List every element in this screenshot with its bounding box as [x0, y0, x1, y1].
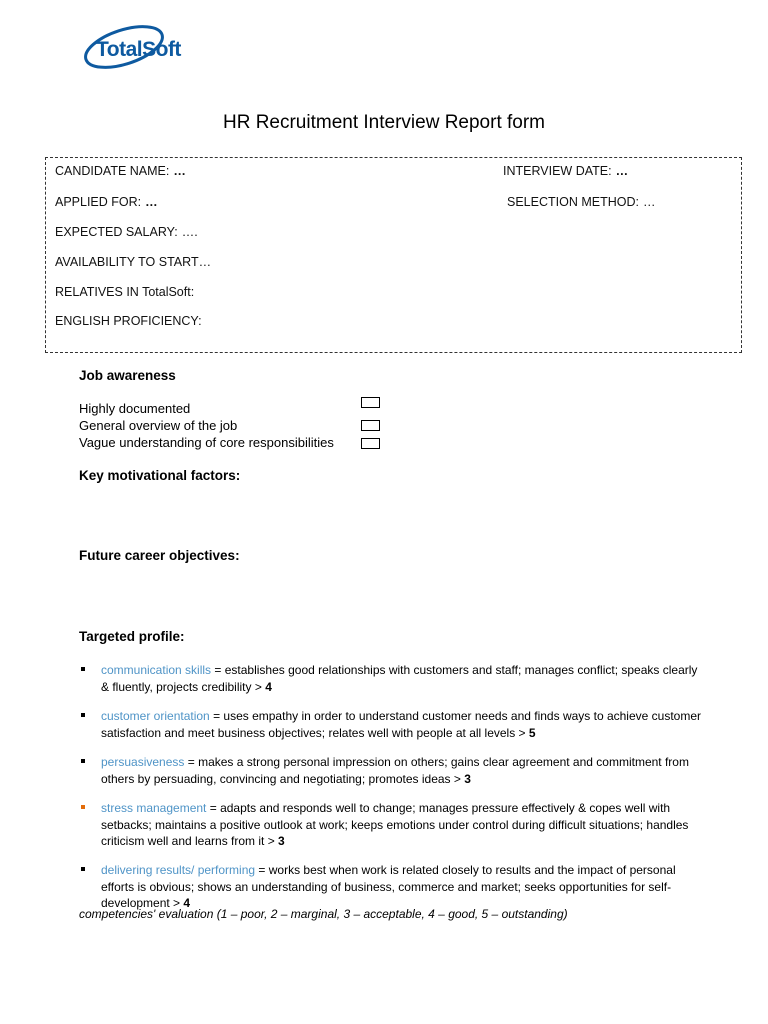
competency-name: communication skills: [101, 663, 212, 677]
career-objectives-heading: Future career objectives:: [79, 548, 240, 563]
competency-score: 4: [183, 896, 191, 910]
competency-name: customer orientation: [101, 709, 210, 723]
relatives-label: RELATIVES IN TotalSoft:: [55, 285, 195, 299]
interview-date-value: …: [615, 164, 629, 178]
bullet-icon: [81, 867, 85, 871]
competency-communication-skills: [101, 662, 701, 695]
bullet-icon: [81, 667, 85, 671]
competency-name: persuasiveness: [101, 755, 185, 769]
competency-description: = makes a strong personal impression on others; gains clear agreement and commitment from others by persuading, convincing and negotiating; promotes ideas >: [101, 755, 689, 786]
relatives-field: [55, 285, 194, 299]
competency-name: stress management: [101, 801, 207, 815]
competency-persuasiveness: [101, 754, 701, 787]
evaluation-scale-note: competencies' evaluation (1 – poor, 2 – marginal, 3 – acceptable, 4 – good, 5 – outstanding): [79, 907, 568, 921]
checkbox-general-overview[interactable]: [361, 420, 380, 431]
selection-method-value: …: [642, 195, 656, 209]
competency-description: = works best when work is related closely to results and the impact of personal efforts is obvious; shows an understanding of business, commerce and market; seeks opportunities for self-development >: [101, 863, 676, 910]
competency-name: delivering results/ performing: [101, 863, 256, 877]
competency-description: = establishes good relationships with customers and staff; manages conflict; speaks clearly & fluently, projects credibility >: [101, 663, 698, 694]
option-highly-documented: Highly documented: [79, 401, 191, 416]
competency-score: 4: [265, 679, 272, 694]
totalsoft-logo: [80, 20, 220, 72]
checkbox-highly-documented[interactable]: [361, 397, 380, 408]
bullet-icon: [81, 759, 85, 763]
selection-method-label: SELECTION METHOD:: [507, 195, 639, 209]
competency-description: = adapts and responds well to change; manages pressure effectively & copes well with setbacks; maintains a positive outlook at work; keeps emotions under control during difficult situations; handles criticism well and learns from it >: [101, 801, 689, 848]
competency-description: = uses empathy in order to understand customer needs and finds ways to achieve customer satisfaction and meet business objectives; relates well with people at all levels >: [101, 709, 702, 740]
candidate-name-label: CANDIDATE NAME:: [55, 164, 170, 178]
interview-date-field: [503, 164, 628, 178]
logo-text: TotalSoft: [96, 38, 181, 61]
selection-method-field: [507, 195, 655, 209]
candidate-name-value: …: [173, 164, 186, 178]
applied-for-field: [55, 195, 158, 209]
competency-stress-management: [101, 800, 701, 850]
english-proficiency-label: ENGLISH PROFICIENCY:: [55, 314, 202, 328]
candidate-name-field: [55, 164, 186, 178]
motivational-factors-heading: Key motivational factors:: [79, 468, 241, 483]
competency-score: 3: [464, 771, 471, 786]
expected-salary-label: EXPECTED SALARY:: [55, 225, 178, 239]
expected-salary-value: ….: [181, 225, 198, 239]
applied-for-label: APPLIED FOR:: [55, 195, 142, 209]
competency-delivering-results: [101, 862, 701, 912]
option-vague-understanding: Vague understanding of core responsibilities: [79, 435, 334, 450]
bullet-icon: [81, 713, 85, 717]
bullet-icon-orange: [81, 805, 85, 809]
availability-label: AVAILABILITY TO START…: [55, 255, 212, 269]
competency-customer-orientation: [101, 708, 701, 741]
applied-for-value: …: [145, 195, 158, 209]
option-general-overview: General overview of the job: [79, 418, 238, 433]
competency-score: 3: [278, 834, 285, 848]
english-proficiency-field: [55, 314, 202, 328]
expected-salary-field: [55, 225, 198, 239]
targeted-profile-heading: Targeted profile:: [79, 629, 185, 644]
availability-field: [55, 255, 211, 269]
job-awareness-heading: Job awareness: [79, 368, 176, 383]
page-title: HR Recruitment Interview Report form: [222, 112, 546, 133]
checkbox-vague-understanding[interactable]: [361, 438, 380, 449]
competency-score: 5: [528, 725, 536, 740]
interview-date-label: INTERVIEW DATE:: [503, 164, 612, 178]
